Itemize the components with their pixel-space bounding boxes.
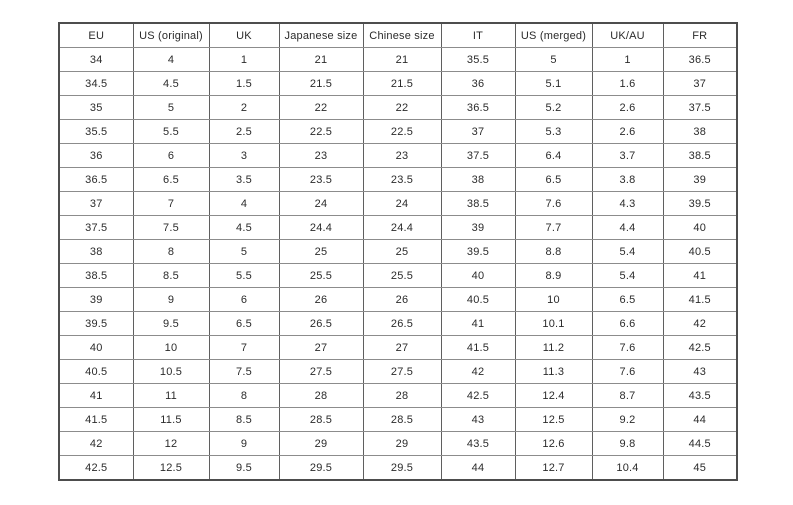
table-cell: 2.6	[592, 120, 663, 144]
table-cell: 35	[59, 96, 133, 120]
table-cell: 41	[59, 384, 133, 408]
table-cell: 11.5	[133, 408, 209, 432]
table-cell: 11.3	[515, 360, 592, 384]
table-row	[59, 192, 737, 216]
table-row	[59, 96, 737, 120]
table-cell: 7.7	[515, 216, 592, 240]
table-row	[59, 336, 737, 360]
table-cell: 21.5	[279, 72, 363, 96]
table-cell: 24	[279, 192, 363, 216]
table-cell: 4.5	[133, 72, 209, 96]
table-cell: 37.5	[59, 216, 133, 240]
table-cell: 41.5	[441, 336, 515, 360]
table-cell: 40.5	[441, 288, 515, 312]
table-row	[59, 168, 737, 192]
table-row	[59, 216, 737, 240]
table-cell: 9	[209, 432, 279, 456]
table-cell: 3.5	[209, 168, 279, 192]
table-row	[59, 360, 737, 384]
table-cell: 38	[663, 120, 737, 144]
table-cell: 6.4	[515, 144, 592, 168]
table-cell: 21	[363, 48, 441, 72]
table-cell: 29.5	[363, 456, 441, 481]
table-cell: 40.5	[59, 360, 133, 384]
table-cell: 1.6	[592, 72, 663, 96]
table-cell: 10.5	[133, 360, 209, 384]
table-cell: 3.8	[592, 168, 663, 192]
table-cell: 34.5	[59, 72, 133, 96]
table-row	[59, 120, 737, 144]
table-cell: 5	[209, 240, 279, 264]
table-cell: 28	[279, 384, 363, 408]
table-cell: 25.5	[279, 264, 363, 288]
table-cell: 2.6	[592, 96, 663, 120]
table-cell: 6.5	[515, 168, 592, 192]
table-cell: 7.5	[133, 216, 209, 240]
table-cell: 26.5	[363, 312, 441, 336]
table-cell: 9.2	[592, 408, 663, 432]
table-cell: 41.5	[663, 288, 737, 312]
table-cell: 12.5	[515, 408, 592, 432]
table-cell: 43	[441, 408, 515, 432]
table-cell: 5.4	[592, 264, 663, 288]
table-cell: 10	[515, 288, 592, 312]
column-header-uk: UK	[209, 23, 279, 48]
table-cell: 41	[441, 312, 515, 336]
table-cell: 5.1	[515, 72, 592, 96]
table-cell: 37	[59, 192, 133, 216]
table-cell: 5.2	[515, 96, 592, 120]
table-cell: 1	[209, 48, 279, 72]
table-cell: 22	[363, 96, 441, 120]
table-cell: 2	[209, 96, 279, 120]
table-row	[59, 264, 737, 288]
table-cell: 36	[441, 72, 515, 96]
table-cell: 36.5	[663, 48, 737, 72]
table-cell: 25	[279, 240, 363, 264]
table-cell: 26.5	[279, 312, 363, 336]
column-header-uk-au: UK/AU	[592, 23, 663, 48]
table-cell: 35.5	[441, 48, 515, 72]
table-cell: 40	[441, 264, 515, 288]
table-cell: 35.5	[59, 120, 133, 144]
table-cell: 28.5	[279, 408, 363, 432]
table-cell: 37.5	[663, 96, 737, 120]
table-cell: 23.5	[363, 168, 441, 192]
table-cell: 10	[133, 336, 209, 360]
table-cell: 5	[515, 48, 592, 72]
column-header-us-merged: US (merged)	[515, 23, 592, 48]
table-cell: 10.4	[592, 456, 663, 481]
table-cell: 9.5	[133, 312, 209, 336]
table-cell: 11	[133, 384, 209, 408]
table-cell: 23.5	[279, 168, 363, 192]
table-cell: 27.5	[363, 360, 441, 384]
table-cell: 9.5	[209, 456, 279, 481]
table-row	[59, 384, 737, 408]
table-cell: 42	[663, 312, 737, 336]
table-cell: 42.5	[441, 384, 515, 408]
column-header-japanese-size: Japanese size	[279, 23, 363, 48]
table-head	[59, 23, 737, 48]
table-cell: 7.6	[515, 192, 592, 216]
table-cell: 37	[441, 120, 515, 144]
table-cell: 39.5	[59, 312, 133, 336]
table-cell: 39	[59, 288, 133, 312]
table-cell: 23	[279, 144, 363, 168]
table-cell: 39.5	[441, 240, 515, 264]
table-row	[59, 288, 737, 312]
table-cell: 36.5	[59, 168, 133, 192]
table-cell: 24.4	[279, 216, 363, 240]
table-cell: 40	[663, 216, 737, 240]
table-cell: 4.3	[592, 192, 663, 216]
table-cell: 38.5	[59, 264, 133, 288]
column-header-it: IT	[441, 23, 515, 48]
table-body	[59, 48, 737, 481]
table-cell: 8.7	[592, 384, 663, 408]
table-cell: 12.6	[515, 432, 592, 456]
table-cell: 7	[209, 336, 279, 360]
table-cell: 3	[209, 144, 279, 168]
table-cell: 5.5	[133, 120, 209, 144]
table-cell: 39	[441, 216, 515, 240]
table-cell: 4.4	[592, 216, 663, 240]
table-cell: 12.5	[133, 456, 209, 481]
table-cell: 38	[59, 240, 133, 264]
table-cell: 1	[592, 48, 663, 72]
table-cell: 24	[363, 192, 441, 216]
table-cell: 25.5	[363, 264, 441, 288]
table-cell: 12.4	[515, 384, 592, 408]
table-cell: 41	[663, 264, 737, 288]
table-row	[59, 432, 737, 456]
size-conversion-table	[58, 22, 738, 481]
table-cell: 34	[59, 48, 133, 72]
table-cell: 8.5	[209, 408, 279, 432]
column-header-eu: EU	[59, 23, 133, 48]
table-cell: 6.5	[592, 288, 663, 312]
table-cell: 27.5	[279, 360, 363, 384]
table-row	[59, 48, 737, 72]
table-cell: 21.5	[363, 72, 441, 96]
table-cell: 12.7	[515, 456, 592, 481]
table-row	[59, 240, 737, 264]
table-cell: 5.3	[515, 120, 592, 144]
table-cell: 25	[363, 240, 441, 264]
table-cell: 10.1	[515, 312, 592, 336]
table-cell: 23	[363, 144, 441, 168]
table-cell: 7.6	[592, 336, 663, 360]
table-cell: 5.5	[209, 264, 279, 288]
table-header-row	[59, 23, 737, 48]
table-cell: 11.2	[515, 336, 592, 360]
table-cell: 29.5	[279, 456, 363, 481]
table-cell: 42.5	[59, 456, 133, 481]
table-cell: 38	[441, 168, 515, 192]
table-cell: 44	[663, 408, 737, 432]
table-cell: 7.5	[209, 360, 279, 384]
table-cell: 4	[209, 192, 279, 216]
table-cell: 3.7	[592, 144, 663, 168]
table-cell: 28	[363, 384, 441, 408]
table-cell: 38.5	[663, 144, 737, 168]
column-header-fr: FR	[663, 23, 737, 48]
table-row	[59, 456, 737, 481]
table-cell: 40.5	[663, 240, 737, 264]
table-cell: 7.6	[592, 360, 663, 384]
table-cell: 26	[279, 288, 363, 312]
table-cell: 6	[133, 144, 209, 168]
table-cell: 44.5	[663, 432, 737, 456]
table-cell: 4	[133, 48, 209, 72]
table-cell: 21	[279, 48, 363, 72]
table-cell: 9.8	[592, 432, 663, 456]
table-cell: 28.5	[363, 408, 441, 432]
table-cell: 29	[363, 432, 441, 456]
table-cell: 26	[363, 288, 441, 312]
table-cell: 2.5	[209, 120, 279, 144]
table-cell: 45	[663, 456, 737, 481]
table-cell: 43	[663, 360, 737, 384]
table-cell: 38.5	[441, 192, 515, 216]
table-cell: 40	[59, 336, 133, 360]
table-cell: 12	[133, 432, 209, 456]
table-cell: 41.5	[59, 408, 133, 432]
table-cell: 37.5	[441, 144, 515, 168]
column-header-chinese-size: Chinese size	[363, 23, 441, 48]
table-cell: 22	[279, 96, 363, 120]
table-cell: 22.5	[279, 120, 363, 144]
table-cell: 6.6	[592, 312, 663, 336]
table-cell: 36.5	[441, 96, 515, 120]
table-cell: 8.8	[515, 240, 592, 264]
table-cell: 5.4	[592, 240, 663, 264]
table-row	[59, 144, 737, 168]
table-row	[59, 408, 737, 432]
table-cell: 6.5	[209, 312, 279, 336]
column-header-us-original: US (original)	[133, 23, 209, 48]
table-cell: 9	[133, 288, 209, 312]
table-cell: 7	[133, 192, 209, 216]
table-cell: 36	[59, 144, 133, 168]
table-cell: 8.5	[133, 264, 209, 288]
table-cell: 27	[363, 336, 441, 360]
table-cell: 39	[663, 168, 737, 192]
table-cell: 27	[279, 336, 363, 360]
table-cell: 39.5	[663, 192, 737, 216]
table-cell: 37	[663, 72, 737, 96]
table-cell: 44	[441, 456, 515, 481]
table-row	[59, 312, 737, 336]
table-cell: 6.5	[133, 168, 209, 192]
table-cell: 24.4	[363, 216, 441, 240]
table-cell: 5	[133, 96, 209, 120]
table-cell: 29	[279, 432, 363, 456]
table-cell: 42	[441, 360, 515, 384]
table-cell: 43.5	[441, 432, 515, 456]
table-cell: 6	[209, 288, 279, 312]
table-cell: 42	[59, 432, 133, 456]
table-cell: 8	[133, 240, 209, 264]
table-cell: 1.5	[209, 72, 279, 96]
table-cell: 42.5	[663, 336, 737, 360]
table-cell: 8.9	[515, 264, 592, 288]
table-cell: 8	[209, 384, 279, 408]
table-cell: 4.5	[209, 216, 279, 240]
table-cell: 43.5	[663, 384, 737, 408]
table-cell: 22.5	[363, 120, 441, 144]
table-row	[59, 72, 737, 96]
